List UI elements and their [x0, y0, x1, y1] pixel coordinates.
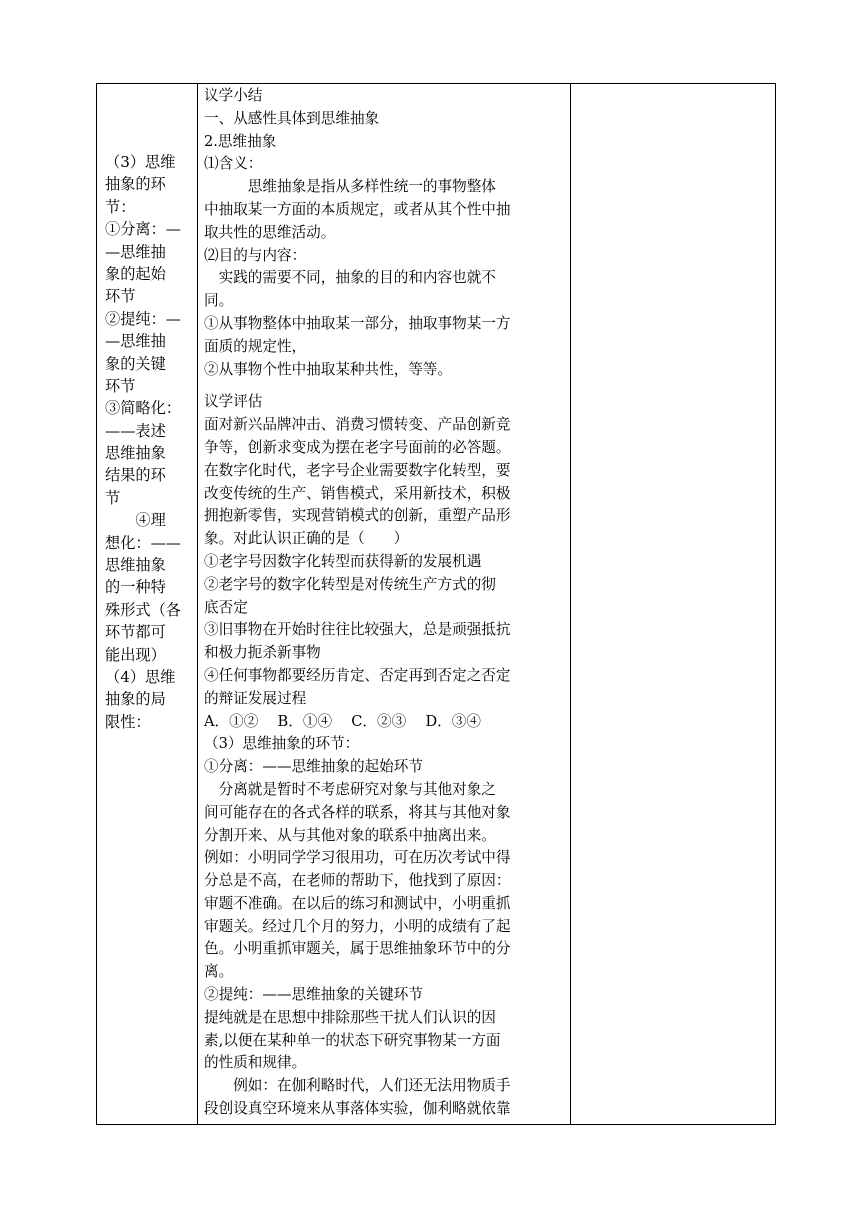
outline-line: （3）思维	[105, 153, 176, 171]
content-line: A．①② B．①④ C．②③ D．③④	[204, 712, 481, 730]
content-line: 审题关。经过几个月的努力，小明的成绩有了起	[204, 917, 511, 935]
content-line: 议学小结	[204, 87, 263, 104]
column-divider-1	[197, 84, 198, 1124]
content-line: 实践的需要不同，抽象的目的和内容也就不	[204, 269, 496, 287]
outline-line: 限性：	[105, 712, 151, 731]
outline-line: ①分离：—	[105, 220, 181, 239]
content-line: 2.思维抽象	[204, 132, 277, 150]
outline-line: 抽象的环	[105, 175, 166, 194]
content-line: ②提纯：——思维抽象的关键环节	[204, 986, 423, 1004]
content-line: 分总是不高，在老师的帮助下，他找到了原因：	[204, 872, 511, 890]
content-line: 分离就是暂时不考虑研究对象与其他对象之	[204, 780, 496, 798]
content-line: 的辩证发展过程	[204, 689, 307, 707]
content-column	[204, 85, 574, 1121]
content-line: 的性质和规律。	[204, 1054, 307, 1072]
content-line: 一、从感性具体到思维抽象	[204, 109, 380, 127]
content-line: ①老字号因数字化转型而获得新的发展机遇	[204, 552, 482, 570]
outline-line: 象的关键	[105, 354, 166, 373]
outline-line: ——表述	[105, 421, 166, 440]
content-line: 素,以便在某种单一的状态下研究事物某一方面	[204, 1031, 501, 1049]
outline-line: 环节	[105, 287, 136, 306]
outline-line: 节	[105, 488, 121, 507]
outline-line: 节：	[105, 197, 136, 216]
content-line: 象。对此认识正确的是（ ）	[204, 530, 409, 548]
content-line: 同。	[204, 292, 234, 310]
content-line: （3）思维抽象的环节：	[204, 735, 360, 753]
content-line: 取共性的思维活动。	[204, 223, 336, 241]
content-line: 在数字化时代，老字号企业需要数字化转型，要	[204, 461, 511, 479]
outline-line: 结果的环	[105, 466, 166, 485]
content-line: 审题不准确。在以后的练习和测试中，小明重抓	[204, 894, 511, 912]
content-line: ②老字号的数字化转型是对传统生产方式的彻	[204, 575, 496, 593]
outline-line: —思维抽	[105, 332, 166, 351]
outline-line: 抽象的局	[105, 690, 166, 709]
content-line: ①从事物整体中抽取某一部分，抽取事物某一方	[204, 314, 511, 332]
content-line: 拥抱新零售，实现营销模式的创新，重塑产品形	[204, 507, 511, 525]
outline-line: ②提纯：—	[105, 309, 181, 328]
content-line: 面质的规定性，	[204, 337, 307, 355]
content-line: 段创设真空环境来从事落体实验，伽利略就依靠	[204, 1100, 511, 1118]
content-line: ⑴含义：	[204, 155, 263, 173]
content-line: 例如：小明同学学习很用功，可在历次考试中得	[204, 849, 511, 867]
content-line: 议学评估	[204, 393, 263, 411]
outline-line: 想化：——	[105, 533, 181, 552]
content-line: ④任何事物都要经历肯定、否定再到否定之否定	[204, 666, 511, 684]
content-line: 分割开来、从与其他对象的联系中抽离出来。	[204, 826, 496, 844]
outline-line: 的一种特	[105, 578, 166, 597]
content-line: 中抽取某一方面的本质规定，或者从其个性中抽	[204, 200, 511, 218]
content-line: 思维抽象是指从多样性统一的事物整体	[204, 178, 496, 196]
document-table	[96, 83, 776, 1125]
outline-line: 象的起始	[105, 264, 166, 283]
content-line: 色。小明重抓审题关，属于思维抽象环节中的分	[204, 940, 511, 958]
outline-column	[105, 151, 195, 733]
outline-line: 殊形式（各	[105, 600, 181, 619]
outline-line: ④理	[105, 511, 166, 530]
content-line: ②从事物个性中抽取某种共性，等等。	[204, 360, 453, 378]
content-line: 争等，创新求变成为摆在老字号面前的必答题。	[204, 438, 511, 456]
outline-line: 思维抽象	[105, 444, 166, 463]
section-spacer	[204, 381, 574, 391]
content-line: ③旧事物在开始时往往比较强大，总是顽强抵抗	[204, 621, 511, 639]
content-line: 改变传统的生产、销售模式，采用新技术，积极	[204, 484, 511, 502]
outline-line: 思维抽象	[105, 556, 166, 575]
content-line: 间可能存在的各式各样的联系，将其与其他对象	[204, 803, 511, 821]
outline-line: 环节	[105, 376, 136, 395]
content-line: 底否定	[204, 598, 248, 616]
content-line: 提纯就是在思想中排除那些干扰人们认识的因	[204, 1008, 496, 1026]
content-line: 例如：在伽利略时代，人们还无法用物质手	[204, 1077, 511, 1095]
content-line: ⑵目的与内容：	[204, 246, 307, 264]
content-line: ①分离：——思维抽象的起始环节	[204, 758, 423, 776]
content-line: 离。	[204, 963, 234, 981]
outline-line: （4）思维	[105, 667, 176, 686]
outline-line: ③简略化：	[105, 399, 181, 418]
outline-line: —思维抽	[105, 242, 166, 261]
outline-line: 环节都可	[105, 623, 166, 642]
content-line: 和极力扼杀新事物	[204, 644, 321, 662]
content-line: 面对新兴品牌冲击、消费习惯转变、产品创新竞	[204, 416, 511, 434]
outline-line: 能出现）	[105, 645, 166, 664]
